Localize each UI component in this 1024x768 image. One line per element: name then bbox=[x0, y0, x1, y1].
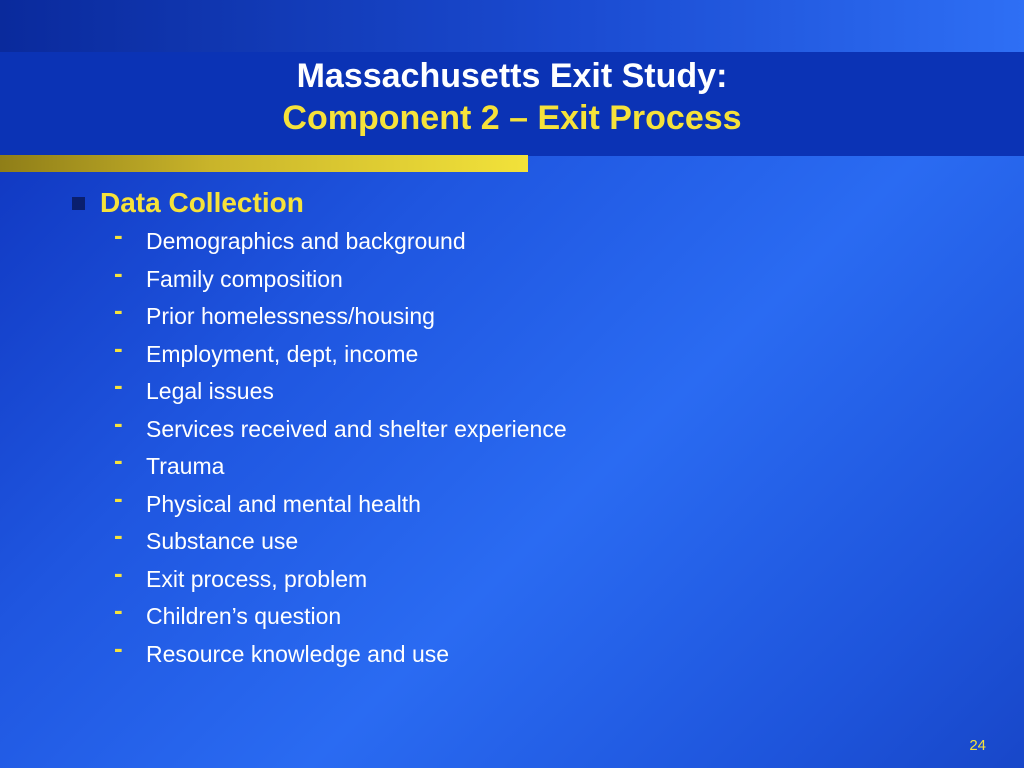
list-item-text: Trauma bbox=[146, 453, 225, 480]
dash-bullet-icon: - bbox=[114, 220, 123, 251]
slide-title bbox=[0, 55, 1024, 139]
list-item-text: Prior homelessness/housing bbox=[146, 303, 435, 330]
list-item bbox=[72, 445, 972, 486]
dash-bullet-icon: - bbox=[114, 295, 123, 326]
title-line-2: Component 2 – Exit Process bbox=[282, 99, 742, 137]
list-item-text: Legal issues bbox=[146, 378, 274, 405]
list-item-text: Demographics and background bbox=[146, 228, 466, 255]
list-item bbox=[72, 332, 972, 374]
list-item bbox=[72, 482, 972, 524]
dash-bullet-icon: - bbox=[114, 445, 123, 476]
top-strip bbox=[0, 0, 1024, 52]
gold-accent-bar bbox=[0, 155, 528, 172]
dash-bullet-icon: - bbox=[114, 557, 123, 588]
list-item-text: Exit process, problem bbox=[146, 565, 368, 592]
dash-bullet-icon: - bbox=[114, 520, 123, 551]
sub-bullet-list bbox=[72, 220, 972, 673]
dash-bullet-icon: - bbox=[114, 595, 123, 626]
dash-bullet-icon: - bbox=[114, 407, 123, 438]
dash-bullet-icon: - bbox=[114, 632, 123, 663]
list-item bbox=[72, 370, 972, 411]
list-item-text: Resource knowledge and use bbox=[146, 640, 450, 667]
heading-bullet bbox=[72, 183, 972, 223]
list-item-text: Children’s question bbox=[146, 603, 342, 630]
dash-bullet-icon: - bbox=[114, 257, 123, 288]
dash-bullet-icon: - bbox=[114, 332, 123, 363]
list-item bbox=[72, 595, 972, 636]
list-item-text: Services received and shelter experience bbox=[146, 415, 567, 442]
list-item-text: Employment, dept, income bbox=[146, 340, 419, 367]
list-item-text: Family composition bbox=[146, 265, 343, 292]
page-number: 24 bbox=[969, 737, 986, 754]
section-heading: Data Collection bbox=[100, 187, 304, 218]
list-item bbox=[72, 220, 972, 261]
list-item bbox=[72, 557, 972, 599]
list-item-text: Physical and mental health bbox=[146, 490, 421, 517]
square-bullet-icon bbox=[72, 197, 85, 210]
list-item-text: Substance use bbox=[146, 528, 299, 555]
list-item bbox=[72, 407, 972, 449]
dash-bullet-icon: - bbox=[114, 482, 123, 513]
dash-bullet-icon: - bbox=[114, 370, 123, 401]
list-item bbox=[72, 520, 972, 561]
list-item bbox=[72, 257, 972, 299]
list-item bbox=[72, 632, 972, 674]
content-area bbox=[72, 183, 972, 673]
title-line-1: Massachusetts Exit Study: bbox=[296, 57, 728, 95]
list-item bbox=[72, 295, 972, 336]
